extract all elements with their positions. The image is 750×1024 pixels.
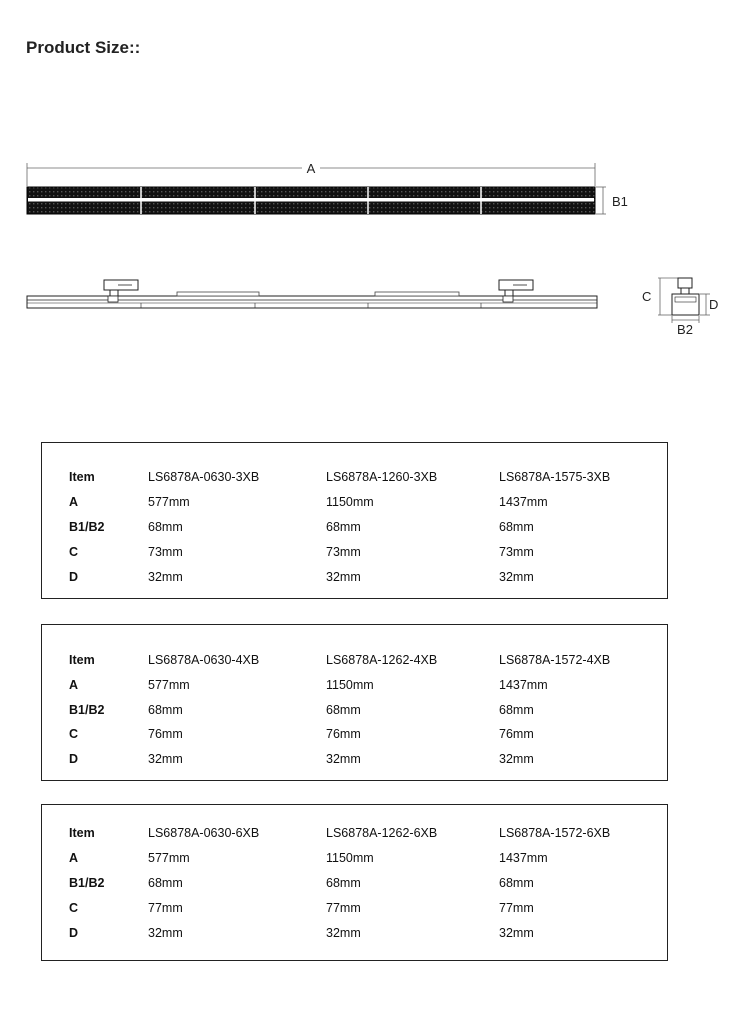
product-dimension-drawing [0, 150, 750, 350]
row-label: A [69, 851, 79, 865]
spec-row-d [42, 752, 667, 772]
row-label: B1/B2 [69, 520, 105, 534]
cell-value: 68mm [499, 876, 534, 890]
spec-table-3xb [41, 442, 668, 599]
spec-row-d [42, 570, 667, 590]
cell-value: 68mm [326, 876, 361, 890]
cell-value: 32mm [326, 570, 361, 584]
cell-value: 32mm [499, 570, 534, 584]
cell-value: 76mm [499, 727, 534, 741]
cell-value: 73mm [326, 545, 361, 559]
row-label: A [69, 678, 79, 692]
row-label: D [69, 926, 79, 940]
spec-row-c [42, 545, 667, 565]
cell-value: 1437mm [499, 678, 548, 692]
cell-value: 77mm [326, 901, 361, 915]
spec-table-6xb [41, 804, 668, 961]
row-label: C [69, 901, 79, 915]
row-label: Item [69, 653, 95, 667]
cell-value: 577mm [148, 678, 190, 692]
cell-value: 1437mm [499, 495, 548, 509]
cell-value: 577mm [148, 495, 190, 509]
cell-value: 577mm [148, 851, 190, 865]
row-label: D [69, 570, 79, 584]
spec-row-a [42, 851, 667, 871]
cell-value: 77mm [499, 901, 534, 915]
cell-value: 1150mm [326, 851, 374, 865]
label-a: A [306, 161, 316, 176]
cell-value: LS6878A-1262-6XB [326, 826, 438, 840]
spec-row-b1b2 [42, 876, 667, 896]
row-label: B1/B2 [69, 703, 105, 717]
spec-row-a [42, 495, 667, 515]
cell-value: 32mm [326, 926, 361, 940]
row-label: D [69, 752, 79, 766]
spec-row-a [42, 678, 667, 698]
row-label: C [69, 545, 79, 559]
fixture-top-view [27, 187, 595, 214]
label-c: C [642, 289, 652, 304]
cell-value: 32mm [499, 926, 534, 940]
cell-value: 1150mm [326, 678, 374, 692]
cell-value: LS6878A-1262-4XB [326, 653, 438, 667]
spec-row-b1b2 [42, 520, 667, 540]
page-title: Product Size:: [26, 38, 141, 57]
row-label: Item [69, 826, 95, 840]
cell-value: 32mm [148, 752, 183, 766]
cell-value: 76mm [326, 727, 361, 741]
cell-value: 68mm [499, 703, 534, 717]
spec-row-item [42, 470, 667, 490]
row-label: C [69, 727, 79, 741]
fixture-end-view [642, 278, 718, 337]
spec-row-d [42, 926, 667, 946]
fixture-side-view [27, 280, 597, 308]
cell-value: 68mm [499, 520, 534, 534]
cell-value: LS6878A-1572-4XB [499, 653, 611, 667]
spec-row-b1b2 [42, 703, 667, 723]
cell-value: LS6878A-1572-6XB [499, 826, 611, 840]
cell-value: 32mm [499, 752, 534, 766]
cell-value: 68mm [326, 520, 361, 534]
row-label: A [69, 495, 79, 509]
dimension-a [27, 160, 595, 186]
cell-value: 73mm [499, 545, 534, 559]
cell-value: LS6878A-0630-6XB [148, 826, 260, 840]
cell-value: 32mm [148, 926, 183, 940]
spec-row-c [42, 727, 667, 747]
label-d: D [709, 297, 719, 312]
cell-value: 68mm [148, 520, 183, 534]
spec-row-c [42, 901, 667, 921]
spec-row-item [42, 826, 667, 846]
row-label: B1/B2 [69, 876, 105, 890]
cell-value: 1150mm [326, 495, 374, 509]
cell-value: 32mm [326, 752, 361, 766]
cell-value: LS6878A-1260-3XB [326, 470, 438, 484]
label-b2: B2 [677, 322, 693, 337]
cell-value: 68mm [148, 876, 183, 890]
cell-value: 77mm [148, 901, 183, 915]
cell-value: 73mm [148, 545, 183, 559]
cell-value: LS6878A-1575-3XB [499, 470, 611, 484]
cell-value: LS6878A-0630-4XB [148, 653, 260, 667]
label-b1: B1 [612, 194, 628, 209]
spec-table-4xb [41, 624, 668, 781]
cell-value: 32mm [148, 570, 183, 584]
row-label: Item [69, 470, 95, 484]
cell-value: 68mm [326, 703, 361, 717]
cell-value: 68mm [148, 703, 183, 717]
cell-value: LS6878A-0630-3XB [148, 470, 260, 484]
cell-value: 1437mm [499, 851, 548, 865]
dimension-b1 [596, 187, 628, 214]
cell-value: 76mm [148, 727, 183, 741]
spec-row-item [42, 653, 667, 673]
